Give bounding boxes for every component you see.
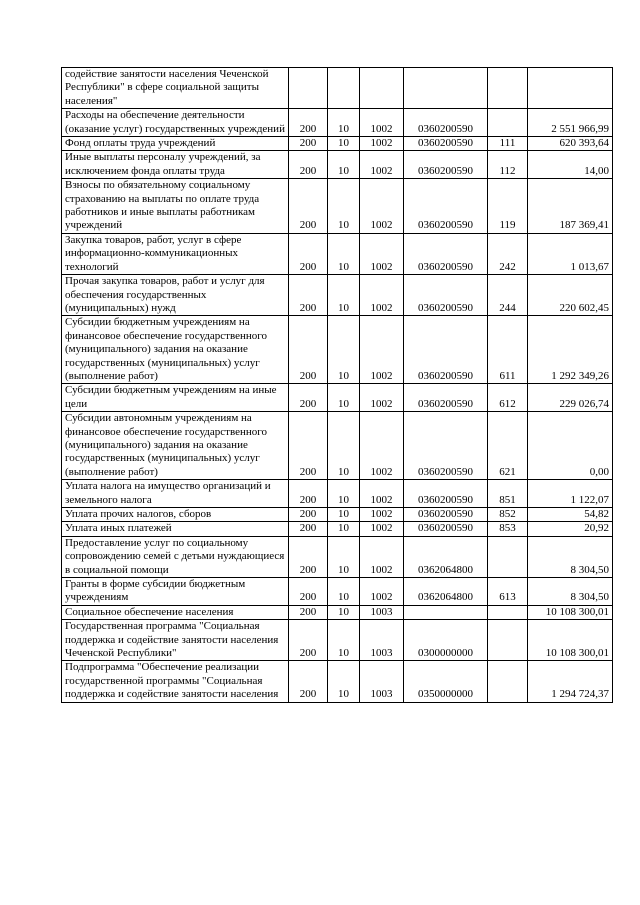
- amount-cell: 10 108 300,01: [528, 620, 613, 661]
- target-article-cell: 0360200590: [404, 384, 488, 412]
- subsection-code-cell: 1002: [360, 412, 404, 480]
- target-article-cell: 0360200590: [404, 109, 488, 137]
- amount-cell: 620 393,64: [528, 137, 613, 151]
- subsection-code-cell: 1003: [360, 605, 404, 619]
- expense-type-cell: 112: [488, 151, 528, 179]
- subsection-code-cell: 1003: [360, 620, 404, 661]
- amount-cell: 8 304,50: [528, 578, 613, 606]
- expense-name-cell: Субсидии бюджетным учреждениям на иные цели: [62, 384, 289, 412]
- expense-type-cell: 853: [488, 522, 528, 536]
- section-code-cell: 10: [328, 522, 360, 536]
- section-code-cell: 10: [328, 384, 360, 412]
- target-article-cell: 0360200590: [404, 522, 488, 536]
- expense-name-cell: Иные выплаты персоналу учреждений, за исключением фонда оплаты труда: [62, 151, 289, 179]
- target-article-cell: 0360200590: [404, 275, 488, 316]
- table-body: [62, 68, 613, 703]
- expense-name-cell: Субсидии автономным учреждениям на финансовое обеспечение государственного (муниципального) задания на оказание государственных (муниципальных) услуг (выполнение работ): [62, 412, 289, 480]
- department-code-cell: 200: [289, 109, 328, 137]
- expense-type-cell: 852: [488, 508, 528, 522]
- expense-name-cell: Прочая закупка товаров, работ и услуг для обеспечения государственных (муниципальных) нужд: [62, 275, 289, 316]
- target-article-cell: 0360200590: [404, 316, 488, 384]
- department-code-cell: 200: [289, 384, 328, 412]
- subsection-code-cell: 1002: [360, 109, 404, 137]
- expense-name-cell: Предоставление услуг по социальному сопровождению семей с детьми нуждающиеся в социальной помощи: [62, 536, 289, 577]
- subsection-code-cell: 1003: [360, 661, 404, 702]
- department-code-cell: 200: [289, 233, 328, 274]
- amount-cell: 220 602,45: [528, 275, 613, 316]
- expense-type-cell: 621: [488, 412, 528, 480]
- expense-name-cell: Закупка товаров, работ, услуг в сфере информационно-коммуникационных технологий: [62, 233, 289, 274]
- target-article-cell: 0360200590: [404, 508, 488, 522]
- subsection-code-cell: 1002: [360, 522, 404, 536]
- section-code-cell: 10: [328, 412, 360, 480]
- section-code-cell: 10: [328, 275, 360, 316]
- department-code-cell: [289, 68, 328, 109]
- expense-name-cell: Уплата иных платежей: [62, 522, 289, 536]
- amount-cell: 1 294 724,37: [528, 661, 613, 702]
- section-code-cell: 10: [328, 480, 360, 508]
- amount-cell: 229 026,74: [528, 384, 613, 412]
- expense-name-cell: Субсидии бюджетным учреждениям на финансовое обеспечение государственного (муниципального) задания на оказание государственных (муниципальных) услуг (выполнение работ): [62, 316, 289, 384]
- expense-type-cell: 244: [488, 275, 528, 316]
- expense-type-cell: 851: [488, 480, 528, 508]
- amount-cell: 1 122,07: [528, 480, 613, 508]
- section-code-cell: 10: [328, 316, 360, 384]
- table-row: [62, 536, 613, 577]
- target-article-cell: 0360200590: [404, 233, 488, 274]
- amount-cell: [528, 68, 613, 109]
- expense-name-cell: Социальное обеспечение населения: [62, 605, 289, 619]
- amount-cell: 187 369,41: [528, 179, 613, 234]
- target-article-cell: 0360200590: [404, 412, 488, 480]
- department-code-cell: 200: [289, 605, 328, 619]
- expense-name-cell: Уплата налога на имущество организаций и земельного налога: [62, 480, 289, 508]
- table-row: [62, 275, 613, 316]
- expense-type-cell: 612: [488, 384, 528, 412]
- amount-cell: 20,92: [528, 522, 613, 536]
- table-row: [62, 661, 613, 702]
- subsection-code-cell: [360, 68, 404, 109]
- expense-name-cell: Взносы по обязательному социальному страхованию на выплаты по оплате труда работников и иные выплаты работникам учреждений: [62, 179, 289, 234]
- table-row: [62, 384, 613, 412]
- subsection-code-cell: 1002: [360, 275, 404, 316]
- table-row: [62, 480, 613, 508]
- expense-type-cell: [488, 109, 528, 137]
- amount-cell: 2 551 966,99: [528, 109, 613, 137]
- department-code-cell: 200: [289, 179, 328, 234]
- department-code-cell: 200: [289, 151, 328, 179]
- amount-cell: 1 013,67: [528, 233, 613, 274]
- department-code-cell: 200: [289, 137, 328, 151]
- expense-name-cell: Уплата прочих налогов, сборов: [62, 508, 289, 522]
- target-article-cell: 0360200590: [404, 480, 488, 508]
- department-code-cell: 200: [289, 522, 328, 536]
- target-article-cell: 0362064800: [404, 578, 488, 606]
- department-code-cell: 200: [289, 536, 328, 577]
- expense-type-cell: [488, 661, 528, 702]
- expense-type-cell: 611: [488, 316, 528, 384]
- target-article-cell: 0350000000: [404, 661, 488, 702]
- expense-type-cell: [488, 605, 528, 619]
- table-row: [62, 151, 613, 179]
- amount-cell: 14,00: [528, 151, 613, 179]
- amount-cell: 8 304,50: [528, 536, 613, 577]
- target-article-cell: [404, 68, 488, 109]
- table-row: [62, 578, 613, 606]
- subsection-code-cell: 1002: [360, 137, 404, 151]
- amount-cell: 54,82: [528, 508, 613, 522]
- expense-name-cell: Государственная программа "Социальная поддержка и содействие занятости населения Чеченской Республики": [62, 620, 289, 661]
- section-code-cell: 10: [328, 109, 360, 137]
- expense-name-cell: Гранты в форме субсидии бюджетным учреждениям: [62, 578, 289, 606]
- target-article-cell: 0360200590: [404, 151, 488, 179]
- subsection-code-cell: 1002: [360, 508, 404, 522]
- expense-type-cell: 613: [488, 578, 528, 606]
- section-code-cell: 10: [328, 137, 360, 151]
- department-code-cell: 200: [289, 412, 328, 480]
- section-code-cell: 10: [328, 578, 360, 606]
- section-code-cell: 10: [328, 179, 360, 234]
- table-row: [62, 233, 613, 274]
- target-article-cell: 0362064800: [404, 536, 488, 577]
- department-code-cell: 200: [289, 316, 328, 384]
- subsection-code-cell: 1002: [360, 151, 404, 179]
- expense-name-cell: Расходы на обеспечение деятельности (оказание услуг) государственных учреждений: [62, 109, 289, 137]
- department-code-cell: 200: [289, 661, 328, 702]
- table-row: [62, 68, 613, 109]
- table-row: [62, 620, 613, 661]
- section-code-cell: 10: [328, 620, 360, 661]
- department-code-cell: 200: [289, 620, 328, 661]
- subsection-code-cell: 1002: [360, 384, 404, 412]
- expense-type-cell: [488, 536, 528, 577]
- section-code-cell: [328, 68, 360, 109]
- subsection-code-cell: 1002: [360, 233, 404, 274]
- table-row: [62, 179, 613, 234]
- subsection-code-cell: 1002: [360, 536, 404, 577]
- target-article-cell: 0360200590: [404, 179, 488, 234]
- table-row: [62, 522, 613, 536]
- expense-name-cell: Подпрограмма "Обеспечение реализации государственной программы "Социальная поддержка и содействие занятости населения: [62, 661, 289, 702]
- amount-cell: 0,00: [528, 412, 613, 480]
- department-code-cell: 200: [289, 480, 328, 508]
- table-row: [62, 137, 613, 151]
- table-row: [62, 605, 613, 619]
- subsection-code-cell: 1002: [360, 179, 404, 234]
- department-code-cell: 200: [289, 275, 328, 316]
- expense-type-cell: 119: [488, 179, 528, 234]
- section-code-cell: 10: [328, 233, 360, 274]
- target-article-cell: 0300000000: [404, 620, 488, 661]
- section-code-cell: 10: [328, 508, 360, 522]
- section-code-cell: 10: [328, 661, 360, 702]
- department-code-cell: 200: [289, 508, 328, 522]
- amount-cell: 10 108 300,01: [528, 605, 613, 619]
- section-code-cell: 10: [328, 536, 360, 577]
- amount-cell: 1 292 349,26: [528, 316, 613, 384]
- expense-name-cell: Фонд оплаты труда учреждений: [62, 137, 289, 151]
- table-row: [62, 508, 613, 522]
- target-article-cell: 0360200590: [404, 137, 488, 151]
- subsection-code-cell: 1002: [360, 480, 404, 508]
- section-code-cell: 10: [328, 151, 360, 179]
- target-article-cell: [404, 605, 488, 619]
- expense-type-cell: [488, 620, 528, 661]
- expense-type-cell: 242: [488, 233, 528, 274]
- table-row: [62, 109, 613, 137]
- expense-type-cell: 111: [488, 137, 528, 151]
- table-row: [62, 412, 613, 480]
- subsection-code-cell: 1002: [360, 578, 404, 606]
- expense-type-cell: [488, 68, 528, 109]
- budget-table: [61, 67, 613, 703]
- table-row: [62, 316, 613, 384]
- section-code-cell: 10: [328, 605, 360, 619]
- expense-name-cell: содействие занятости населения Чеченской Республики" в сфере социальной защиты населения": [62, 68, 289, 109]
- subsection-code-cell: 1002: [360, 316, 404, 384]
- department-code-cell: 200: [289, 578, 328, 606]
